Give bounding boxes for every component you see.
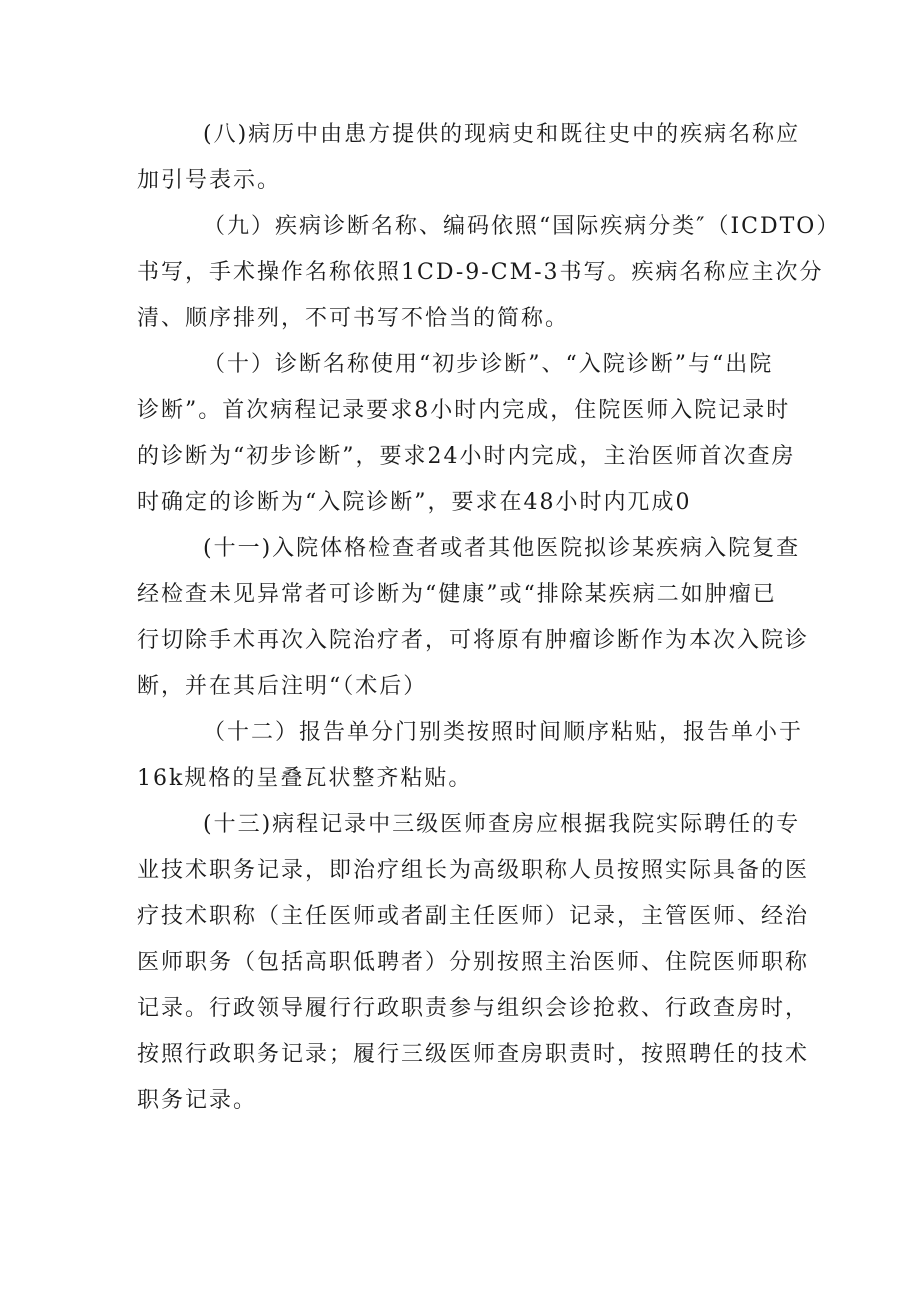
paragraph-line: 记录。行政领导履行行政职责参与组织会诊抢救、行政查房时， [137, 996, 810, 1021]
paragraph-line: 的诊断为“初步诊断”，要求24小时内完成，主治医师首次查房 [137, 444, 796, 469]
paragraph-line: （九）疾病诊断名称、编码依照“国际疾病分类″（ICDTO） [203, 214, 841, 239]
paragraph-line: 清、顺序排列，不可书写不恰当的简称。 [137, 306, 570, 331]
paragraph-line: 书写，手术操作名称依照1CD-9-CM-3书写。疾病名称应主次分 [137, 260, 824, 285]
paragraph-line: 职务记录。 [137, 1088, 258, 1113]
paragraph-line: 经检查未见异常者可诊断为“健康”或“排除某疾病二如肿瘤已 [137, 582, 777, 607]
paragraph-line: (十一)入院体格检查者或者其他医院拟诊某疾病入院复查 [203, 536, 801, 561]
paragraph-13 [137, 802, 810, 1124]
paragraph-line: 16k规格的呈叠瓦状整齐粘贴。 [137, 766, 473, 791]
paragraph-8 [137, 112, 801, 204]
paragraph-line: 医师职务（包括高职低聘者）分别按照主治医师、住院医师职称 [137, 950, 810, 975]
paragraph-line: （十）诊断名称使用“初步诊断”、“入院诊断”与“出院 [203, 352, 774, 377]
paragraph-line: 行切除手术再次入院治疗者，可将原有肿瘤诊断作为本次入院诊 [137, 628, 810, 653]
paragraph-12 [137, 710, 804, 802]
document-body [137, 112, 841, 1124]
paragraph-9 [137, 204, 841, 342]
paragraph-line: 加引号表示。 [137, 168, 282, 193]
paragraph-line: 断，并在其后注明“（术后） [137, 674, 428, 699]
paragraph-10 [137, 342, 797, 526]
paragraph-11 [137, 526, 810, 710]
paragraph-line: （十二）报告单分门别类按照时间顺序粘贴，报告单小于 [203, 720, 804, 745]
paragraph-line: 按照行政职务记录；履行三级医师查房职责时，按照聘任的技术 [137, 1042, 810, 1067]
paragraph-line: 诊断”。首次病程记录要求8小时内完成，住院医师入院记录时 [137, 398, 791, 423]
paragraph-line: (八)病历中由患方提供的现病史和既往史中的疾病名称应 [203, 122, 801, 147]
paragraph-line: 疗技术职称（主任医师或者副主任医师）记录，主管医师、经治 [137, 904, 810, 929]
paragraph-line: 时确定的诊断为“入院诊断”，要求在48小时内兀成0 [137, 490, 692, 515]
paragraph-line: (十三)病程记录中三级医师查房应根据我院实际聘任的专 [203, 812, 801, 837]
paragraph-line: 业技术职务记录，即治疗组长为高级职称人员按照实际具备的医 [137, 858, 810, 883]
